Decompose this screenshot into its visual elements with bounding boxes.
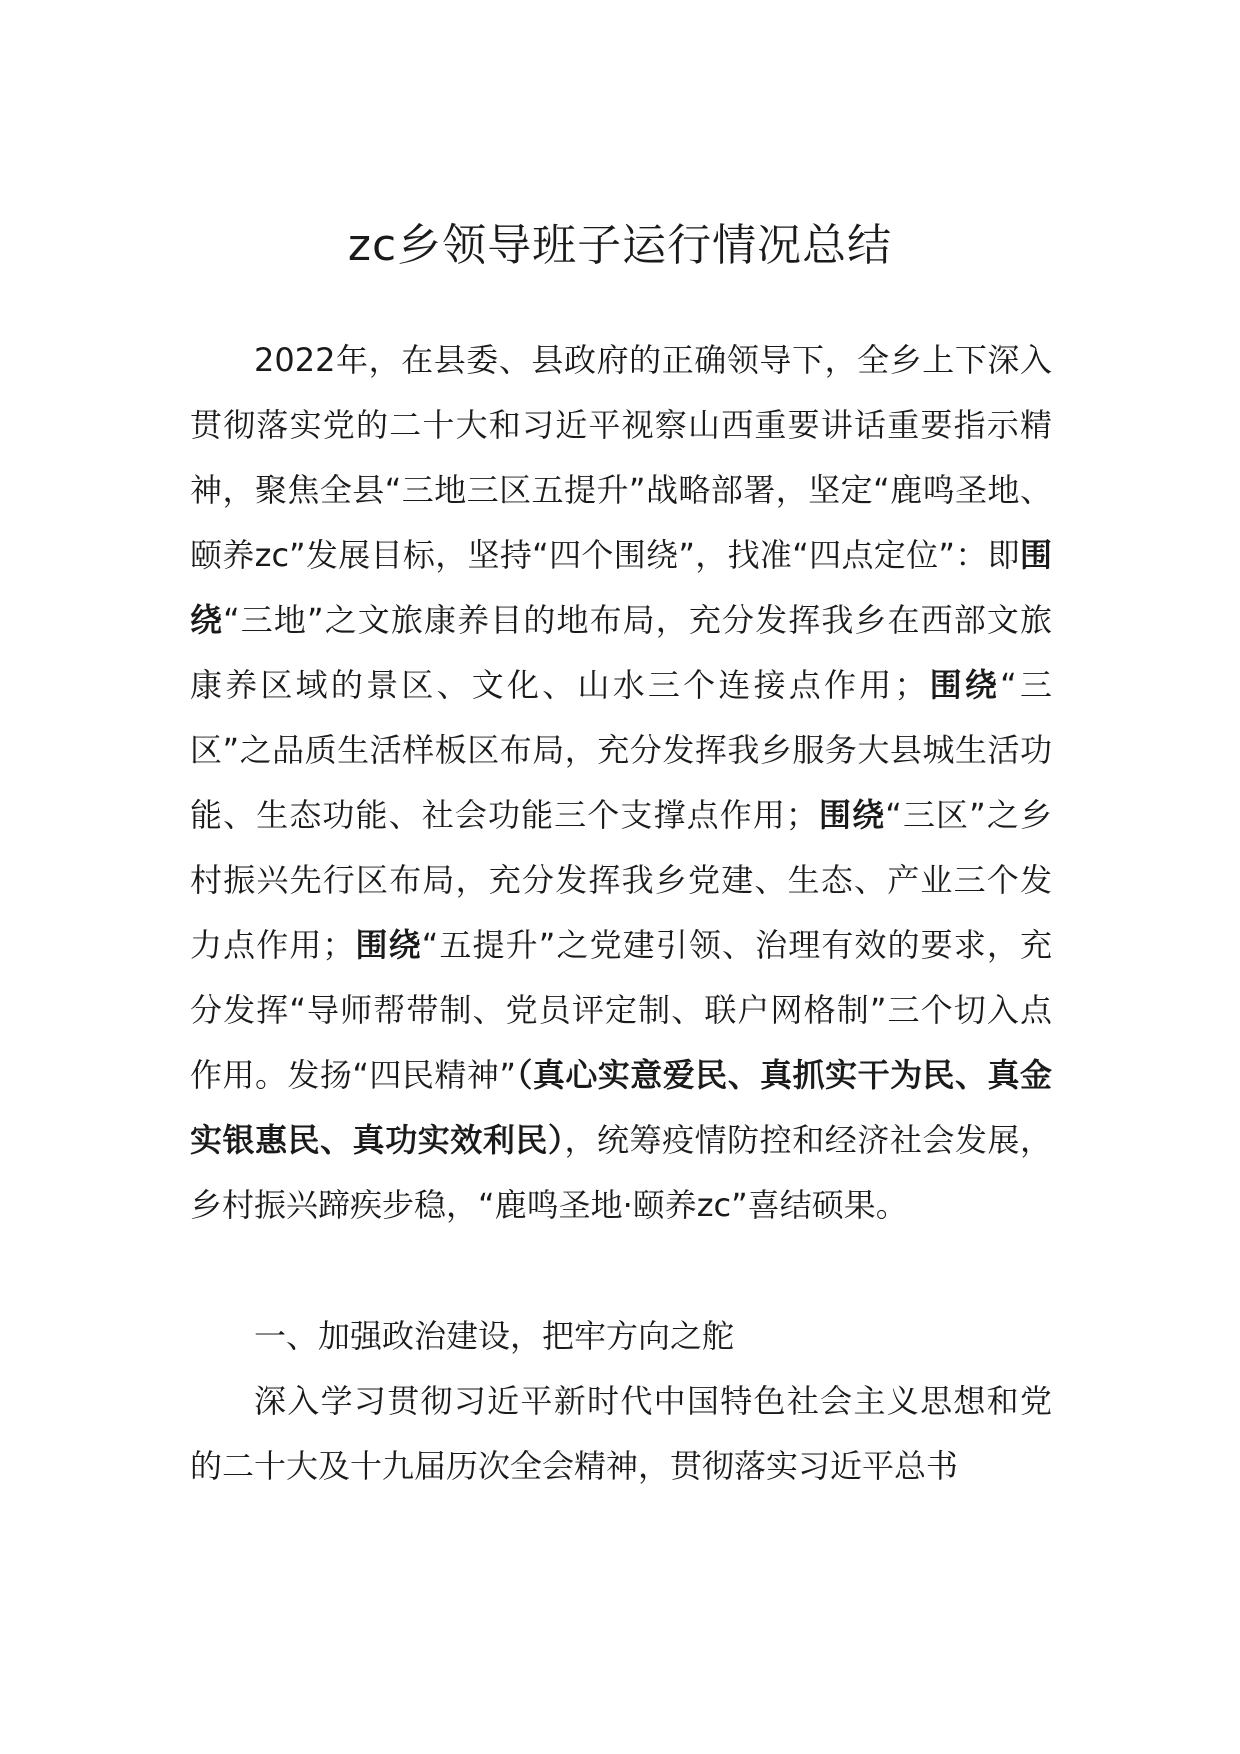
intro-text-5: “五提升”之党建引领、治理有效的要求，充分发挥“导师帮带制、党员评定制、联户网格制”三个切入点作用。发扬“四民精神” bbox=[190, 926, 1052, 1094]
intro-emphasis-4: 围绕 bbox=[354, 926, 422, 964]
section-1-paragraph: 深入学习贯彻习近平新时代中国特色社会主义思想和党的二十大及十九届历次全会精神，贯彻落实习近平总书 bbox=[190, 1382, 1052, 1485]
intro-paragraph bbox=[190, 328, 1052, 1238]
intro-emphasis-5: （真心实意爱民、真抓实干为民、真金实银惠民、真功实效利民） bbox=[190, 1056, 1052, 1159]
intro-text-3: “三区”之品质生活样板区布局，充分发挥我乡服务大县城生活功能、生态功能、社会功能三个支撑点作用； bbox=[190, 666, 1052, 834]
intro-emphasis-3: 围绕 bbox=[817, 796, 886, 834]
intro-emphasis-2: 围绕 bbox=[926, 666, 1001, 704]
intro-emphasis-1: 围绕 bbox=[190, 536, 1052, 639]
intro-text-1: 2022年，在县委、县政府的正确领导下，全乡上下深入贯彻落实党的二十大和习近平视察山西重要讲话重要指示精神，聚焦全县“三地三区五提升”战略部署，坚定“鹿鸣圣地、颐养zc”发展目标，坚持“四个围绕”，找准“四点定位”：即 bbox=[190, 341, 1052, 574]
intro-text-4: “三区”之乡村振兴先行区布局，充分发挥我乡党建、生态、产业三个发力点作用； bbox=[190, 796, 1052, 964]
intro-text-6: ，统筹疫情防控和经济社会发展，乡村振兴蹄疾步稳，“鹿鸣圣地·颐养zc”喜结硕果。 bbox=[190, 1121, 1052, 1224]
section-heading-1: 一、加强政治建设，把牢方向之舵 bbox=[254, 1317, 735, 1355]
document-title: zc乡领导班子运行情况总结 bbox=[347, 220, 893, 271]
intro-text-2: “三地”之文旅康养目的地布局，充分发挥我乡在西部文旅康养区域的景区、文化、山水三个连接点作用； bbox=[190, 601, 1052, 704]
